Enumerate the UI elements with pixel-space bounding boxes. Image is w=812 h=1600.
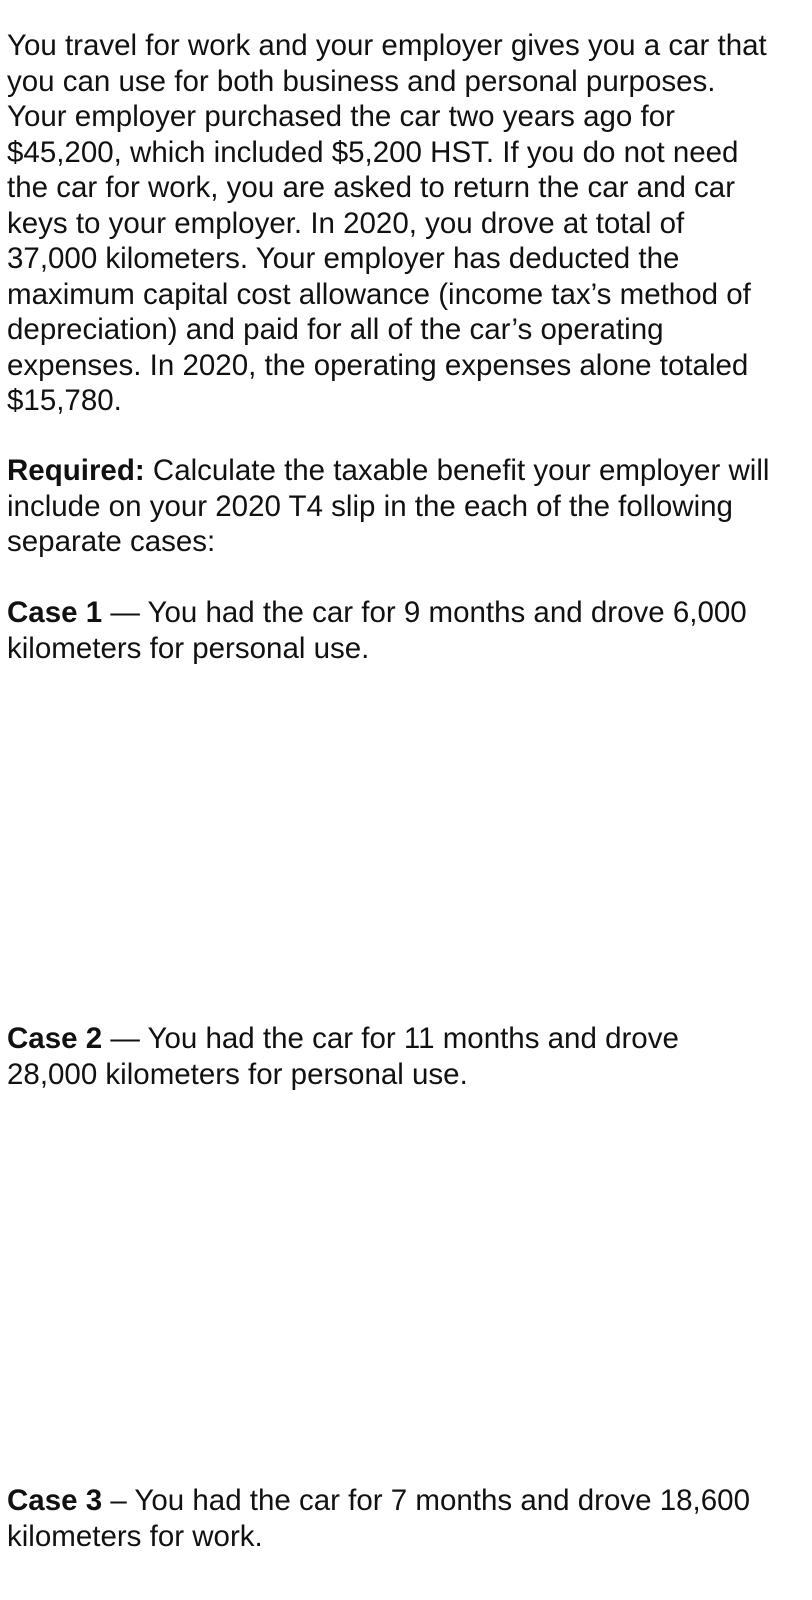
case-1-label: Case 1: [7, 596, 103, 629]
case-2-text: 28,000 kilometers for personal use.: [7, 1057, 468, 1091]
intro-line: the car for work, you are asked to return the car and car: [7, 171, 736, 204]
intro-line: $45,200, which included $5,200 HST. If you do not need: [7, 135, 739, 169]
required-paragraph: [7, 453, 807, 560]
intro-line: You travel for work and your employer gives you a car that: [7, 29, 767, 62]
case-1-paragraph: [7, 595, 807, 666]
required-text: Calculate the taxable benefit your employer will: [144, 454, 770, 487]
case-3-label: Case 3: [7, 1484, 103, 1517]
intro-line: expenses. In 2020, the operating expenses alone totaled: [7, 348, 749, 382]
required-text: separate cases:: [7, 525, 216, 558]
case-1-text: kilometers for personal use.: [7, 631, 370, 665]
case-2-label: Case 2: [7, 1022, 103, 1055]
intro-line: $15,780.: [7, 384, 122, 417]
intro-line: maximum capital cost allowance (income tax’s method of: [7, 277, 751, 311]
intro-paragraph: [7, 28, 807, 419]
intro-line: Your employer purchased the car two years ago for: [7, 100, 675, 133]
required-label: Required:: [7, 454, 145, 487]
case-1-text: — You had the car for 9 months and drove 6,000: [102, 596, 747, 629]
case-3-text: – You had the car for 7 months and drove 18,600: [102, 1484, 750, 1517]
intro-line: 37,000 kilometers. Your employer has deducted the: [7, 242, 680, 275]
case-3-text: kilometers for work.: [7, 1519, 263, 1553]
intro-line: keys to your employer. In 2020, you drove at total of: [7, 206, 685, 240]
required-text: include on your 2020 T4 slip in the each of the following: [7, 489, 733, 523]
case-2-text: — You had the car for 11 months and drove: [102, 1022, 679, 1055]
intro-line: you can use for both business and personal purposes.: [7, 64, 716, 98]
case-2-paragraph: [7, 1021, 807, 1092]
case-3-paragraph: [7, 1483, 807, 1554]
intro-line: depreciation) and paid for all of the car’s operating: [7, 313, 664, 346]
